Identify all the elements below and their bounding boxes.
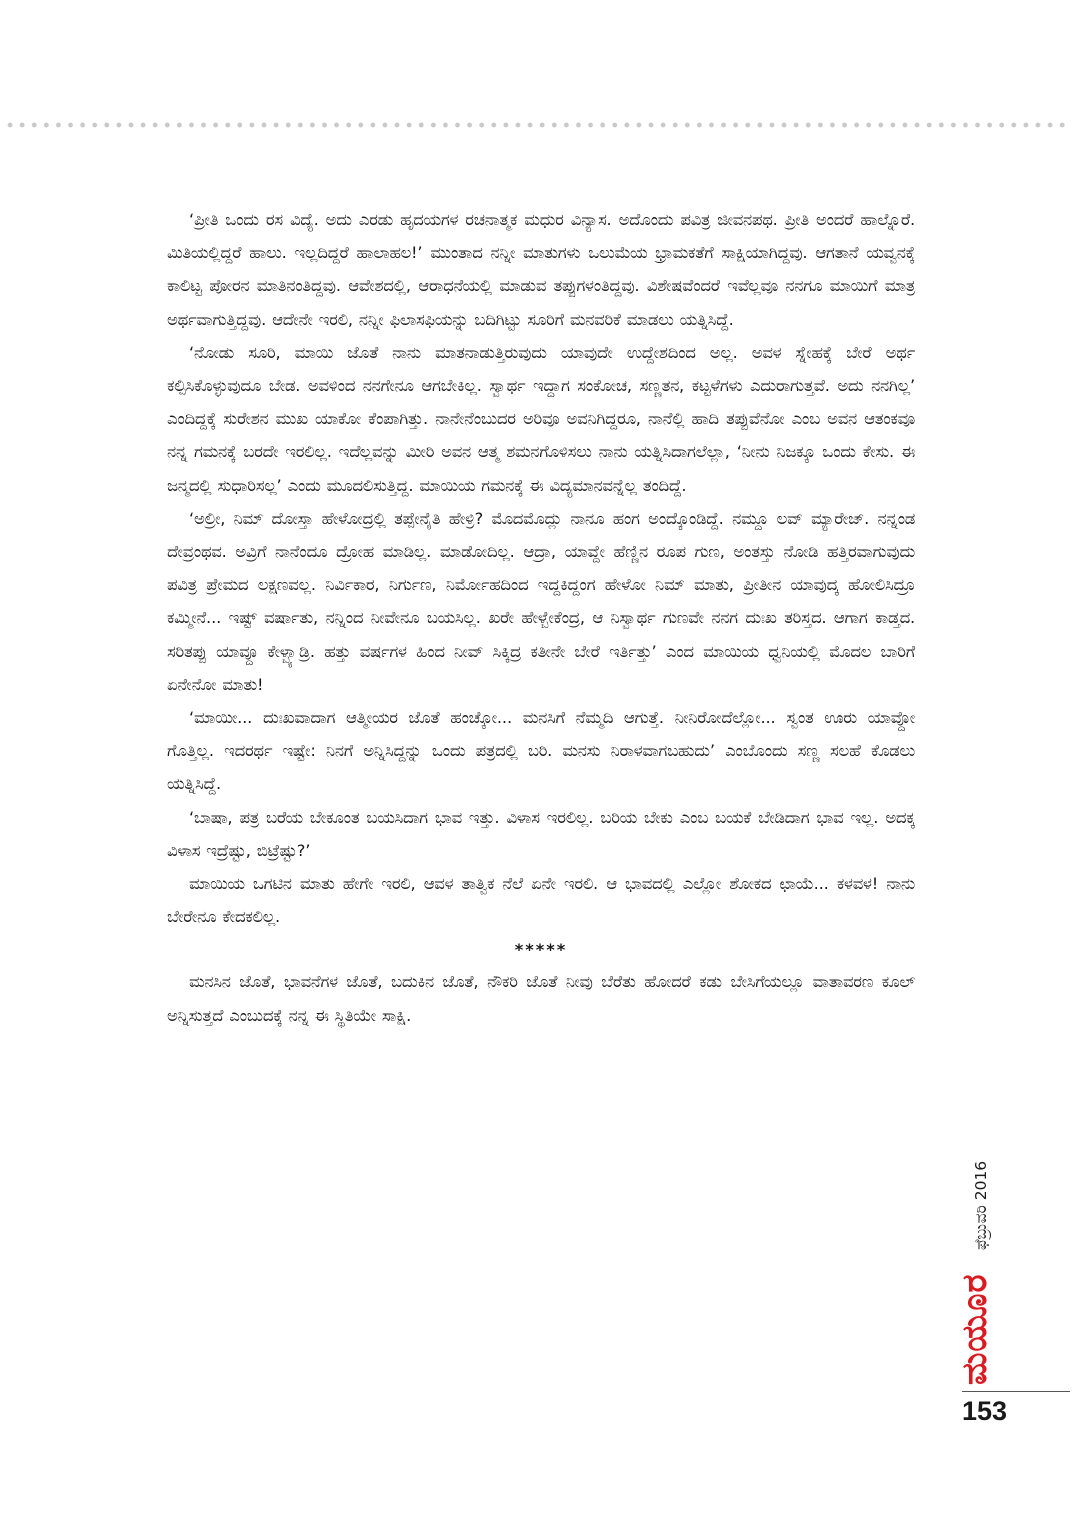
paragraph: ‘ಪ್ರೀತಿ ಒಂದು ರಸ ವಿದ್ಯೆ. ಅದು ಎರಡು ಹೃದಯಗಳ ರಚನಾತ್ಮಕ ಮಧುರ ವಿನ್ಯಾಸ. ಅದೊಂದು ಪವಿತ್ರ ಜೀವನಪಥ. ಪ್ರೀತಿ ಅಂದರೆ ಹಾಲ್ನೊರೆ. ಮಿತಿಯಲ್ಲಿದ್ದರೆ ಹಾಲು. ಇಲ್ಲದಿದ್ದರೆ ಹಾಲಾಹಲ!’ ಮುಂತಾದ ನನ್ನೀ ಮಾತುಗಳು ಒಲುಮೆಯ ಭ್ರಾಮಕತೆಗೆ ಸಾಕ್ಷಿಯಾಗಿದ್ದವು. ಆಗತಾನೆ ಯವ್ವನಕ್ಕೆ ಕಾಲಿಟ್ಟ ಪೋರನ ಮಾತಿನಂತಿದ್ದವು. ಆವೇಶದಲ್ಲಿ, ಆರಾಧನೆಯಲ್ಲಿ ಮಾಡುವ ತಪ್ಪುಗಳಂತಿದ್ದವು. ವಿಶೇಷವೆಂದರೆ ಇವೆಲ್ಲವೂ ನನಗೂ ಮಾಯಿಗೆ ಮಾತ್ರ ಅರ್ಥವಾಗುತ್ತಿದ್ದವು. ಆದೇನೇ ಇರಲಿ, ನನ್ನೀ ಫಿಲಾಸಫಿಯನ್ನು ಬದಿಗಿಟ್ಟು ಸೂರಿಗೆ ಮನವರಿಕೆ ಮಾಡಲು ಯತ್ನಿಸಿದ್ದೆ.	[167, 210, 915, 329]
paragraph: ‘ನೋಡು ಸೂರಿ, ಮಾಯಿ ಜೊತೆ ನಾನು ಮಾತನಾಡುತ್ತಿರುವುದು ಯಾವುದೇ ಉದ್ದೇಶದಿಂದ ಅಲ್ಲ. ಅವಳ ಸ್ನೇಹಕ್ಕೆ ಬೇರೆ ಅರ್ಥ ಕಲ್ಪಿಸಿಕೊಳ್ಳುವುದೂ ಬೇಡ. ಅವಳಿಂದ ನನಗೇನೂ ಆಗಬೇಕಿಲ್ಲ. ಸ್ವಾರ್ಥ ಇದ್ದಾಗ ಸಂಕೋಚ, ಸಣ್ಣತನ, ಕಟ್ಟಳೆಗಳು ಎದುರಾಗುತ್ತವೆ. ಅದು ನನಗಿಲ್ಲ’ ಎಂದಿದ್ದಕ್ಕೆ ಸುರೇಶನ ಮುಖ ಯಾಕೋ ಕೆಂಪಾಗಿತ್ತು. ನಾನೇನೆಂಬುದರ ಅರಿವೂ ಅವನಿಗಿದ್ದರೂ, ನಾನೆಲ್ಲಿ ಹಾದಿ ತಪ್ಪುವೆನೋ ಎಂಬ ಅವನ ಆತಂಕವೂ ನನ್ನ ಗಮನಕ್ಕೆ ಬರದೇ ಇರಲಿಲ್ಲ. ಇದೆಲ್ಲವನ್ನು ಮೀರಿ ಅವನ ಆತ್ಮ ಶಮನಗೊಳಿಸಲು ನಾನು ಯತ್ನಿಸಿದಾಗಲೆಲ್ಲಾ, ‘ನೀನು ನಿಜಕ್ಕೂ ಒಂದು ಕೇಸು. ಈ ಜನ್ಮದಲ್ಲಿ ಸುಧಾರಿಸಲ್ಲ’ ಎಂದು ಮೂದಲಿಸುತ್ತಿದ್ದ. ಮಾಯಿಯ ಗಮನಕ್ಕೆ ಈ ವಿದ್ಯಮಾನವನ್ನೆಲ್ಲ ತಂದಿದ್ದೆ.	[167, 342, 915, 495]
paragraph: ಮನಸಿನ ಜೊತೆ, ಭಾವನೆಗಳ ಜೊತೆ, ಬದುಕಿನ ಜೊತೆ, ನೌಕರಿ ಜೊತೆ ನೀವು ಬೆರೆತು ಹೋದರೆ ಕಡು ಬೇಸಿಗೆಯಲ್ಲೂ ವಾತಾವರಣ ಕೂಲ್ ಅನ್ನಿಸುತ್ತದೆ ಎಂಬುದಕ್ಕೆ ನನ್ನ ಈ ಸ್ಥಿತಿಯೇ ಸಾಕ್ಷಿ.	[167, 972, 915, 1025]
paragraph: ಮಾಯಿಯ ಒಗಟಿನ ಮಾತು ಹೇಗೇ ಇರಲಿ, ಆವಳ ತಾತ್ವಿಕ ನೆಲೆ ಏನೇ ಇರಲಿ. ಆ ಭಾವದಲ್ಲಿ ಎಲ್ಲೋ ಶೋಕದ ಛಾಯೆ... ಕಳವಳ! ನಾನು ಬೇರೇನೂ ಕೇದಕಲಿಲ್ಲ.	[167, 874, 915, 927]
magazine-logo: ಮಯೂರ	[955, 1273, 995, 1385]
footer-rule	[962, 1391, 1070, 1392]
paragraph: ‘ಬಾಷಾ, ಪತ್ರ ಬರೆಯ ಬೇಕೂಂತ ಬಯಸಿದಾಗ ಭಾವ ಇತ್ತು. ವಿಳಾಸ ಇರಲಿಲ್ಲ. ಬರಿಯ ಬೇಕು ಎಂಬ ಬಯಕೆ ಬೇಡಿದಾಗ ಭಾವ ಇಲ್ಲ. ಅದಕ್ಕ ವಿಳಾಸ ಇದ್ರೆಷ್ಟು, ಬಿಟ್ರೆಷ್ಟು?’	[167, 807, 915, 860]
article-body	[167, 203, 915, 1032]
page-number: 153	[962, 1396, 1008, 1426]
dotted-rule	[4, 121, 1068, 129]
issue-date: ಫೆಬ್ರುವರಿ 2016	[972, 1160, 990, 1250]
paragraph: ‘ಅಲ್ರೀ, ನಿಮ್ ದೋಸ್ತಾ ಹೇಳೋದ್ರಲ್ಲಿ ತಪ್ಪೇನೈತಿ ಹೇಳ್ರಿ? ಮೊದಮೊದ್ಲು ನಾನೂ ಹಂಗ ಅಂದ್ಕೊಂಡಿದ್ದೆ. ನಮ್ದೂ ಲವ್ ಮ್ಯಾರೇಜ್. ನನ್ನಂಡ ದೇವ್ರಂಥವ. ಅವ್ರಿಗೆ ನಾನೆಂದೂ ದ್ರೋಹ ಮಾಡಿಲ್ಲ. ಮಾಡೋದಿಲ್ಲ. ಆದ್ರಾ, ಯಾವ್ದೇ ಹೆಣ್ಣಿನ ರೂಪ ಗುಣ, ಅಂತಸ್ತು ನೋಡಿ ಹತ್ತಿರವಾಗುವುದು ಪವಿತ್ರ ಪ್ರೇಮದ ಲಕ್ಷಣವಲ್ಲ. ನಿರ್ವಿಕಾರ, ನಿರ್ಗುಣ, ನಿರ್ಮೋಹದಿಂದ ಇದ್ದಕಿದ್ದಂಗ ಹೇಳೋ ನಿಮ್ ಮಾತು, ಪ್ರೀತೀನ ಯಾವುದ್ಕ ಹೋಲಿಸಿದ್ರೂ ಕಮ್ಮೀನೆ... ಇಷ್ಟ್ ವರ್ಷಾತು, ನನ್ನಿಂದ ನೀವೇನೂ ಬಯಸಿಲ್ಲ. ಖರೇ ಹೇಳ್ಬೇಕೆಂದ್ರ, ಆ ನಿಸ್ವಾರ್ಥ ಗುಣವೇ ನನಗ ದುಃಖ ತರಿಸ್ತದ. ಆಗಾಗ ಕಾಡ್ತದ. ಸರಿತಪ್ಪು ಯಾವ್ದೂ ಕೇಳ್ಬ್ಯಾಡ್ರಿ. ಹತ್ತು ವರ್ಷಗಳ ಹಿಂದ ನೀವ್ ಸಿಕ್ಕಿದ್ರ ಕತೀನೇ ಬೇರೆ ಇರ್ತಿತ್ತು’ ಎಂದ ಮಾಯಿಯ ಧ್ವನಿಯಲ್ಲಿ ಮೊದಲ ಬಾರಿಗೆ ಏನೇನೋ ಮಾತು!	[167, 508, 915, 694]
section-separator: *****	[514, 940, 568, 960]
paragraph: ‘ಮಾಯೀ... ದುಃಖವಾದಾಗ ಆತ್ಮೀಯರ ಜೊತೆ ಹಂಚ್ಕೋ... ಮನಸಿಗೆ ನೆಮ್ಮದಿ ಆಗುತ್ತೆ. ನೀನಿರೋದೆಲ್ಲೋ... ಸ್ವಂತ ಊರು ಯಾವ್ದೋ ಗೊತ್ತಿಲ್ಲ. ಇದರರ್ಥ ಇಷ್ಟೇ: ನಿನಗೆ ಅನ್ನಿಸಿದ್ದನ್ನು ಒಂದು ಪತ್ರದಲ್ಲಿ ಬರಿ. ಮನಸು ನಿರಾಳವಾಗಬಹುದು’ ಎಂಬೊಂದು ಸಣ್ಣ ಸಲಹೆ ಕೊಡಲು ಯತ್ನಿಸಿದ್ದೆ.	[167, 708, 915, 794]
